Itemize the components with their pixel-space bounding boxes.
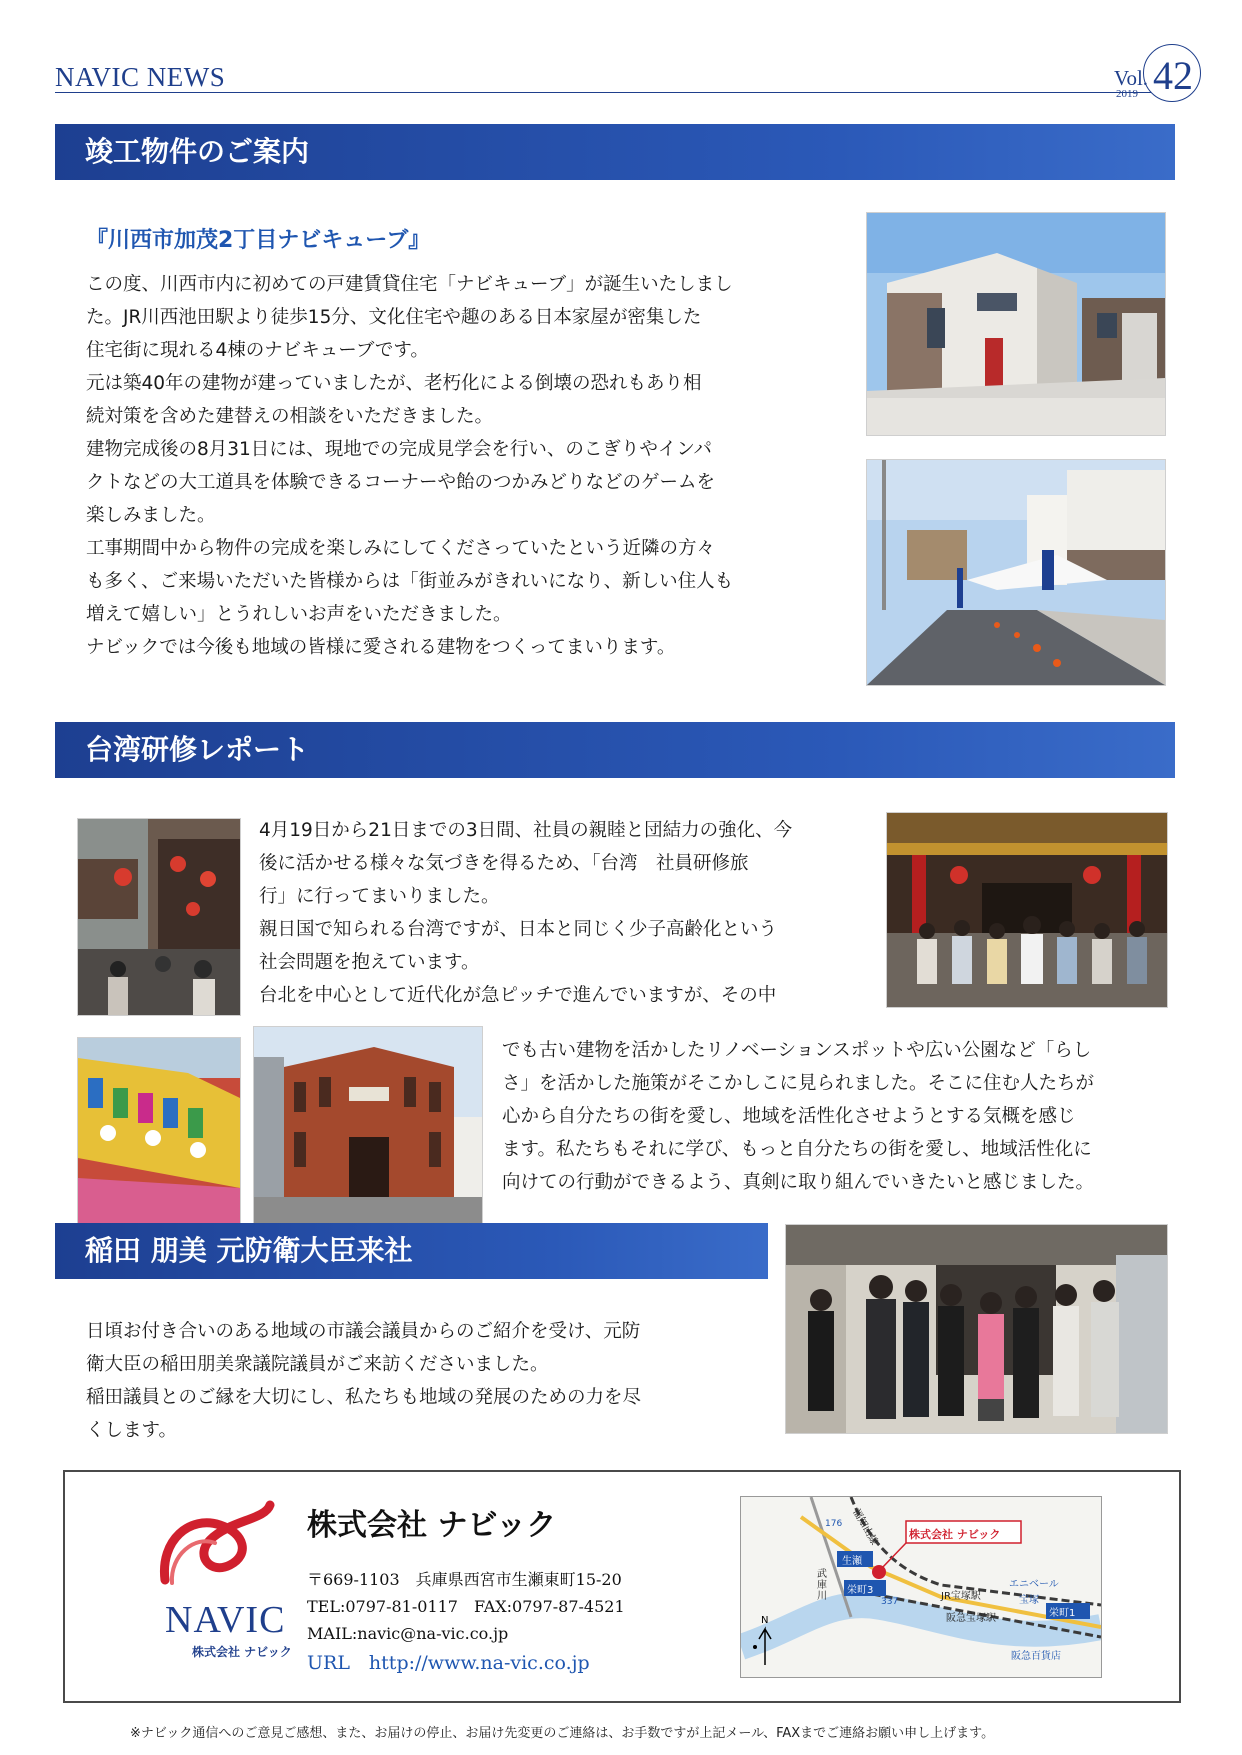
property-subtitle: 『川西市加茂2丁目ナビキューブ』 (86, 228, 431, 253)
header-rule (55, 92, 1185, 93)
text-line: 心から自分たちの街を愛し、地域を活性化させようとする気概を感じ (502, 1106, 1076, 1127)
text-line: ます。私たちもそれに学び、もっと自分たちの街を愛し、地域活性化に (502, 1139, 1092, 1160)
text-line: ナビックでは今後も地域の皆様に愛される建物をつくってまいります。 (86, 637, 676, 658)
text-line: さ」を活かした施策がそこかしこに見られました。そこに住む人たちが (502, 1073, 1095, 1094)
map-label-hankyu-takarazuka: 阪急宝塚駅 (946, 1613, 996, 1624)
navic-swirl-logo-icon (150, 1495, 275, 1590)
navic-logo-wordmark: NAVIC (165, 1599, 286, 1641)
newsletter-brand: NAVIC NEWS (55, 62, 226, 92)
text-line: 行」に行ってまいりました。 (259, 886, 500, 907)
minister-group-photo (785, 1224, 1168, 1434)
map-label-namaze: 生瀬 (842, 1556, 862, 1567)
taiwan-lantern-street-photo (77, 818, 241, 1016)
section-title-taiwan-report: 台湾研修レポート (55, 722, 1175, 778)
text-line: た。JR川西池田駅より徒歩15分、文化住宅や趣のある日本家屋が密集した (86, 307, 702, 328)
text-line: クトなどの大工道具を体験できるコーナーや飴のつかみどりなどのゲームを (86, 472, 716, 493)
red-brick-building-photo (253, 1026, 483, 1231)
text-line: 日頃お付き合いのある地域の市議会議員からのご紹介を受け、元防 (86, 1321, 641, 1342)
map-label-sakaemachi1: 栄町1 (1049, 1608, 1076, 1619)
text-line: 増えて嬉しい」とうれしいお声をいただきました。 (86, 604, 512, 625)
text-line: 向けての行動ができるよう、真剣に取り組んでいきたいと感じました。 (502, 1172, 1095, 1193)
text-line: 稲田議員とのご縁を大切にし、私たちも地域の発展のための力を尽 (86, 1387, 642, 1408)
text-line: 後に活かせる様々な気づきを得るため、「台湾 社員研修旅 (259, 853, 749, 874)
text-line: 親日国で知られる台湾ですが、日本と同じく少子高齢化という (259, 919, 778, 940)
map-label-line: 福知山線 (850, 1507, 880, 1548)
map-label-sakaemachi3: 栄町3 (847, 1585, 874, 1596)
text-line: 4月19日から21日までの3日間、社員の親睦と団結力の強化、今 (259, 820, 793, 841)
volume-label: Vol. (1114, 66, 1149, 90)
navic-logo-subtitle: 株式会社 ナビック (192, 1645, 292, 1659)
section2-body-narrow (259, 814, 879, 1012)
text-line: この度、川西市内に初めての戸建賃貸住宅「ナビキューブ」が誕生いたしまし (86, 274, 733, 295)
open-house-street-photo (866, 459, 1166, 686)
map-north-label: N (761, 1615, 769, 1626)
company-address: 〒669-1103 兵庫県西宮市生瀬東町15-20 (307, 1570, 622, 1589)
footer-note: ※ナビック通信へのご意見ご感想、また、お届けの停止、お届け先変更のご連絡は、お手数ですが上記メール、FAXまでご連絡お願い申し上げます。 (130, 1726, 995, 1741)
text-line: 楽しみました。 (86, 505, 216, 526)
text-line: 台北を中心として近代化が急ピッチで進んでいますが、その中 (259, 985, 777, 1006)
text-line: でも古い建物を活かしたリノベーションスポットや広い公園など「らし (502, 1040, 1092, 1061)
map-label-takarazuka: 宝塚 (1019, 1595, 1039, 1606)
company-url[interactable]: URL http://www.na-vic.co.jp (307, 1652, 590, 1674)
text-line: 衛大臣の稲田朋美衆議院議員がご来訪くださいました。 (86, 1354, 549, 1375)
house-exterior-photo (866, 212, 1166, 436)
text-line: 社会問題を抱えています。 (259, 952, 480, 973)
temple-group-photo (886, 812, 1168, 1008)
rainbow-village-photo (77, 1037, 241, 1231)
section2-body-wide (502, 1034, 1182, 1199)
section3-body (86, 1315, 776, 1447)
text-line: 工事期間中から物件の完成を楽しみにしてくださっていたという近隣の方々 (86, 538, 716, 559)
text-line: 住宅街に現れる4棟のナビキューブです。 (86, 340, 429, 361)
text-line: 元は築40年の建物が建っていましたが、老朽化による倒壊の恐れもあり相 (86, 373, 702, 394)
text-line: 建物完成後の8月31日には、現地での完成見学会を行い、のこぎりやインパ (86, 439, 713, 460)
map-label-jr-takarazuka: JR宝塚駅 (941, 1591, 981, 1602)
section-title-minister-visit: 稲田 朋美 元防衛大臣来社 (55, 1223, 768, 1279)
volume-number: 42 (1153, 53, 1193, 98)
company-contact (307, 1566, 625, 1647)
map-label-river: 武庫川 (817, 1569, 827, 1602)
text-line: も多く、ご来場いただいた皆様からは「街並みがきれいになり、新しい住人も (86, 571, 734, 592)
company-email[interactable]: MAIL:navic@na-vic.co.jp (307, 1624, 509, 1643)
company-name: 株式会社 ナビック (307, 1508, 557, 1543)
map-route-337: 337 (881, 1597, 899, 1607)
company-tel-fax: TEL:0797-81-0117 FAX:0797-87-4521 (307, 1597, 625, 1616)
section1-body (86, 268, 846, 664)
map-callout: 株式会社 ナビック (909, 1528, 1001, 1541)
map-route-176: 176 (825, 1519, 843, 1529)
section-title-completed-properties: 竣工物件のご案内 (55, 124, 1175, 180)
access-map (740, 1496, 1102, 1678)
text-line: くします。 (86, 1420, 178, 1441)
text-line: 続対策を含めた建替えの相談をいただきました。 (86, 406, 494, 427)
map-label-hankyu-dept: 阪急百貨店 (1011, 1651, 1061, 1662)
volume-year: 2019 (1116, 88, 1138, 100)
map-label-enibale: エニベール (1009, 1579, 1059, 1590)
